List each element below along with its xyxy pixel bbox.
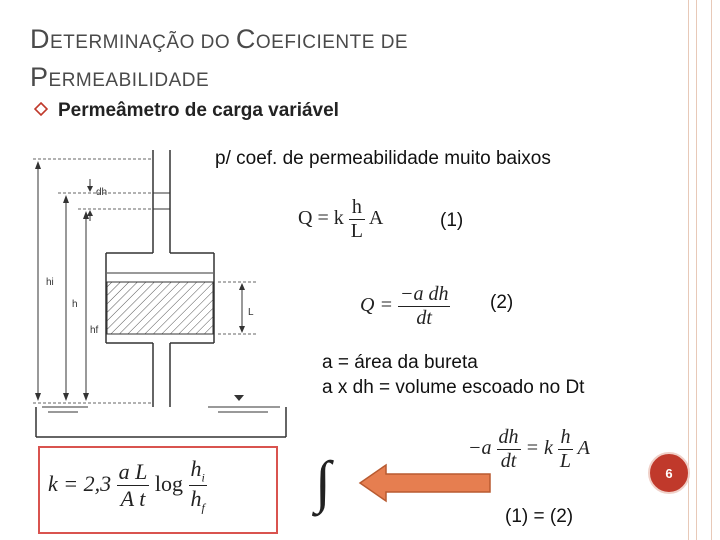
slide-title bbox=[30, 22, 590, 98]
frame-line bbox=[696, 0, 697, 540]
title-text: ERMEABILIDADE bbox=[48, 70, 210, 91]
title-cap: C bbox=[235, 24, 256, 54]
title-text: ETERMINAÇÃO DO bbox=[50, 32, 236, 53]
eq3-fraction1 bbox=[497, 426, 521, 473]
eq2-den: dt bbox=[416, 307, 432, 329]
label-h: h bbox=[72, 299, 78, 310]
eq1-den: L bbox=[350, 220, 363, 242]
equation-final bbox=[48, 456, 207, 516]
eqf-den2-sub: f bbox=[201, 500, 205, 515]
integral-symbol: ∫ bbox=[315, 449, 331, 514]
definition-line: a x dh = volume escoado no Dt bbox=[322, 377, 585, 398]
hollow-diamond-bullet-icon bbox=[34, 102, 48, 116]
eq3-den1: dt bbox=[500, 450, 517, 472]
subtitle: p/ coef. de permeabilidade muito baixos bbox=[215, 148, 551, 169]
eq1-tail: A bbox=[368, 207, 384, 230]
eqf-fraction2 bbox=[189, 456, 207, 516]
title-cap: D bbox=[30, 24, 50, 54]
bullet-item bbox=[34, 100, 339, 122]
eq1-lhs: Q = k bbox=[298, 207, 344, 230]
eq3-prefix: −a bbox=[468, 437, 492, 460]
title-cap: P bbox=[30, 62, 49, 92]
eq1-num: h bbox=[349, 196, 365, 220]
equation-flow bbox=[360, 283, 450, 330]
eq1-fraction bbox=[349, 196, 365, 243]
slide-number-badge: 6 bbox=[648, 452, 690, 494]
eqf-den1: A t bbox=[120, 486, 146, 512]
frame-line bbox=[711, 0, 712, 540]
eqf-num2: h bbox=[190, 456, 202, 481]
bullet-text: Permeâmetro de carga variável bbox=[58, 100, 339, 121]
final-equation-box bbox=[38, 446, 278, 534]
equation-darcy bbox=[298, 196, 383, 243]
eq3-fraction2 bbox=[558, 426, 573, 473]
eqf-num1: a L bbox=[118, 459, 148, 485]
eq2-fraction bbox=[398, 283, 451, 330]
eq3-tail: A bbox=[577, 437, 590, 460]
eqf-lhs: k = 2,3 bbox=[48, 470, 112, 496]
eq3-num2: h bbox=[558, 426, 573, 450]
eq3-den2: L bbox=[559, 450, 571, 472]
eqf-log: log bbox=[154, 470, 183, 496]
title-text: OEFICIENTE DE bbox=[255, 32, 409, 53]
equality-label: (1) = (2) bbox=[505, 506, 574, 527]
eqf-den2: h bbox=[190, 486, 202, 512]
label-dh: dh bbox=[96, 187, 108, 198]
left-arrow-icon bbox=[358, 463, 494, 503]
definition-line: a = área da bureta bbox=[322, 352, 478, 373]
eq2-num: −a dh bbox=[399, 283, 449, 305]
eqf-fraction1 bbox=[117, 459, 150, 512]
label-L: L bbox=[248, 307, 254, 318]
definitions bbox=[322, 350, 584, 400]
label-hf: hf bbox=[90, 325, 99, 336]
eq3-mid: = k bbox=[525, 437, 553, 460]
frame-line bbox=[688, 0, 689, 540]
soil-sample bbox=[107, 282, 213, 334]
eq1-label: (1) bbox=[440, 210, 464, 231]
eqf-num2-sub: i bbox=[201, 470, 205, 485]
eq2-label: (2) bbox=[490, 292, 514, 313]
permeameter-diagram bbox=[28, 145, 298, 445]
label-hi: hi bbox=[46, 277, 54, 288]
eq3-num1: dh bbox=[498, 426, 519, 448]
eq2-lhs: Q = bbox=[360, 294, 393, 317]
